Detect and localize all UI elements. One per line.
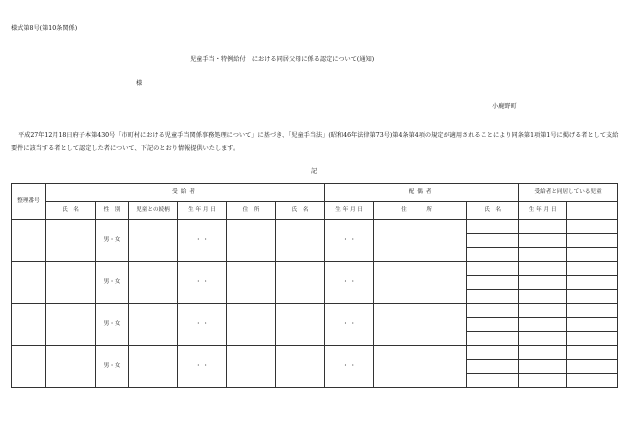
remarks-cell[interactable] — [567, 360, 618, 374]
recipient-address-cell[interactable] — [227, 220, 276, 262]
recipient-name-cell[interactable] — [46, 304, 96, 346]
table-row — [12, 262, 618, 276]
child-name-cell[interactable] — [467, 262, 519, 276]
child-dob-header: 生 年 月 日 — [519, 202, 567, 220]
sex-cell[interactable]: 男・女 — [96, 346, 129, 388]
child-dob-cell[interactable] — [519, 332, 567, 346]
spouse-name-cell[interactable] — [276, 262, 325, 304]
notification-table — [11, 183, 618, 388]
issuer-name: 小鹿野町 — [492, 103, 517, 110]
relation-cell[interactable] — [129, 304, 178, 346]
spouse-dob-header: 生 年 月 日 — [325, 202, 374, 220]
children-header: 受給者と同居している児童 — [519, 184, 618, 202]
serial-header: 整理番号 — [12, 184, 46, 220]
child-name-header: 氏 名 — [467, 202, 519, 220]
table-row — [12, 220, 618, 234]
recipient-address-header: 住 所 — [227, 202, 276, 220]
ki-label: 記 — [311, 168, 318, 175]
spouse-dob-cell[interactable]: ・ ・ — [325, 304, 374, 346]
sex-cell[interactable]: 男・女 — [96, 262, 129, 304]
child-dob-cell[interactable] — [519, 346, 567, 360]
child-dob-cell[interactable] — [519, 304, 567, 318]
form-number: 様式第8号(第10条関係) — [11, 25, 78, 32]
spouse-dob-cell[interactable]: ・ ・ — [325, 346, 374, 388]
remarks-cell[interactable] — [567, 220, 618, 234]
recipient-name-cell[interactable] — [46, 346, 96, 388]
remarks-cell[interactable] — [567, 346, 618, 360]
sex-cell[interactable]: 男・女 — [96, 304, 129, 346]
child-dob-cell[interactable] — [519, 360, 567, 374]
recipient-address-cell[interactable] — [227, 262, 276, 304]
spouse-name-cell[interactable] — [276, 220, 325, 262]
remarks-cell[interactable] — [567, 318, 618, 332]
spouse-address-cell[interactable] — [374, 346, 467, 388]
table-row — [12, 346, 618, 360]
recipient-address-cell[interactable] — [227, 346, 276, 388]
spouse-address-cell[interactable] — [374, 262, 467, 304]
spouse-address-cell[interactable] — [374, 220, 467, 262]
serial-cell[interactable] — [12, 304, 46, 346]
recipient-dob-header: 生 年 月 日 — [178, 202, 227, 220]
child-name-cell[interactable] — [467, 248, 519, 262]
relation-header: 児童との続柄 — [129, 202, 178, 220]
recipient-dob-cell[interactable]: ・ ・ — [178, 262, 227, 304]
spouse-address-cell[interactable] — [374, 304, 467, 346]
child-name-cell[interactable] — [467, 332, 519, 346]
child-dob-cell[interactable] — [519, 248, 567, 262]
spouse-address-header: 住 所 — [374, 202, 467, 220]
relation-cell[interactable] — [129, 262, 178, 304]
addressee-suffix: 様 — [136, 80, 143, 87]
child-name-cell[interactable] — [467, 374, 519, 388]
child-name-cell[interactable] — [467, 220, 519, 234]
header-row-top — [12, 184, 618, 202]
remarks-cell[interactable] — [567, 248, 618, 262]
spouse-dob-cell[interactable]: ・ ・ — [325, 262, 374, 304]
spouse-name-header: 氏 名 — [276, 202, 325, 220]
document-title: 児童手当・特例給付 における同居父母に係る認定について(通知) — [190, 56, 375, 63]
recipient-sex-header: 性 別 — [96, 202, 129, 220]
recipient-name-cell[interactable] — [46, 220, 96, 262]
child-name-cell[interactable] — [467, 346, 519, 360]
relation-cell[interactable] — [129, 346, 178, 388]
header-row-sub — [12, 202, 618, 220]
child-name-cell[interactable] — [467, 304, 519, 318]
child-dob-cell[interactable] — [519, 262, 567, 276]
child-name-cell[interactable] — [467, 360, 519, 374]
child-name-cell[interactable] — [467, 276, 519, 290]
recipient-name-header: 氏 名 — [46, 202, 96, 220]
spouse-name-cell[interactable] — [276, 346, 325, 388]
recipient-dob-cell[interactable]: ・ ・ — [178, 220, 227, 262]
recipient-name-cell[interactable] — [46, 262, 96, 304]
table-row — [12, 304, 618, 318]
child-dob-cell[interactable] — [519, 318, 567, 332]
child-name-cell[interactable] — [467, 290, 519, 304]
remarks-cell[interactable] — [567, 332, 618, 346]
sex-cell[interactable]: 男・女 — [96, 220, 129, 262]
child-dob-cell[interactable] — [519, 374, 567, 388]
recipient-header: 受給者 — [46, 184, 325, 202]
serial-cell[interactable] — [12, 262, 46, 304]
child-dob-cell[interactable] — [519, 220, 567, 234]
spouse-name-cell[interactable] — [276, 304, 325, 346]
child-name-cell[interactable] — [467, 234, 519, 248]
spouse-header: 配偶者 — [325, 184, 519, 202]
remarks-cell[interactable] — [567, 290, 618, 304]
relation-cell[interactable] — [129, 220, 178, 262]
recipient-dob-cell[interactable]: ・ ・ — [178, 304, 227, 346]
serial-cell[interactable] — [12, 346, 46, 388]
remarks-cell[interactable] — [567, 262, 618, 276]
child-name-cell[interactable] — [467, 318, 519, 332]
child-dob-cell[interactable] — [519, 290, 567, 304]
child-dob-cell[interactable] — [519, 276, 567, 290]
remarks-cell[interactable] — [567, 374, 618, 388]
remarks-cell[interactable] — [567, 304, 618, 318]
recipient-dob-cell[interactable]: ・ ・ — [178, 346, 227, 388]
child-dob-cell[interactable] — [519, 234, 567, 248]
recipient-address-cell[interactable] — [227, 304, 276, 346]
notice-body: 平成27年12月18日府子本第430号「市町村における児童手当関係事務処理について」に基づき、「児童手当法」(昭和46年法律第73号)第4条第4項の規定が適用されることにより同条第1項第1号に掲げる者として支給要件に該当する者として認定した者について、下記のとおり情報提供いたします。 — [11, 132, 619, 152]
remarks-cell[interactable] — [567, 276, 618, 290]
remarks-cell[interactable] — [567, 234, 618, 248]
spouse-dob-cell[interactable]: ・ ・ — [325, 220, 374, 262]
serial-cell[interactable] — [12, 220, 46, 262]
